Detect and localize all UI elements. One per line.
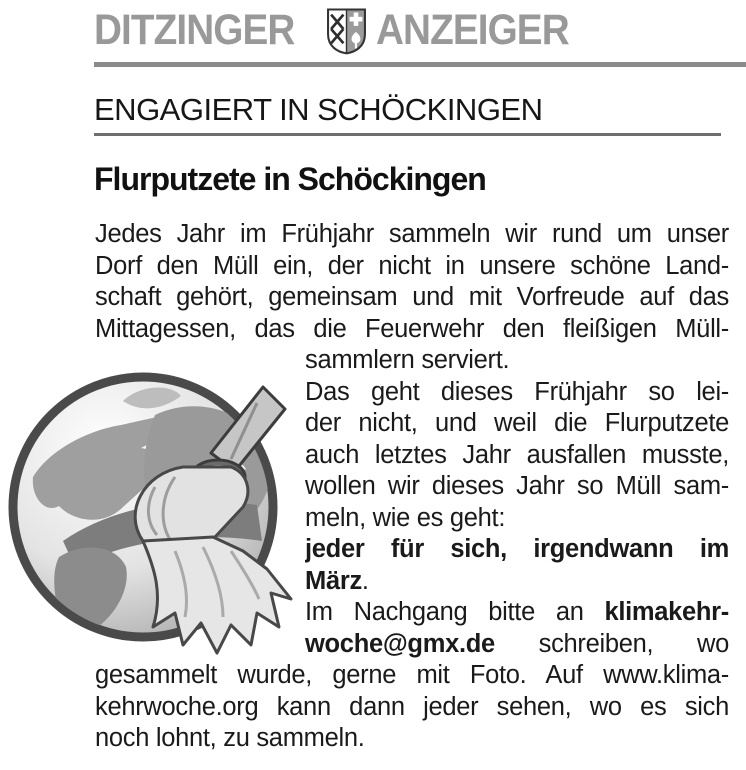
masthead-divider-rule	[94, 62, 746, 67]
section-kicker: ENGAGIERT IN SCHÖCKINGEN	[94, 92, 543, 127]
text-line: wollen wir dieses Jahr so Müll sam-	[305, 472, 729, 500]
text-line: Mittagessen, das die Feuerwehr den fleißigen Müll-	[95, 314, 729, 343]
kicker-underline-rule	[94, 133, 721, 136]
wrapped-paragraph	[305, 345, 729, 660]
text-line: auch letztes Jahr ausfallen musste,	[305, 440, 729, 469]
text-line: noch lohnt, zu sammeln.	[95, 724, 365, 752]
text-line: meln, wie es geht:	[305, 503, 506, 532]
text-line: Dorf den Müll ein, der nicht in unsere schöne Land-	[95, 251, 729, 280]
article-body	[95, 219, 729, 755]
text-line: kehrwoche.org kann dann jeder sehen, wo es sich	[95, 692, 729, 721]
text-line: jeder für sich, irgendwann im	[305, 535, 729, 563]
outro-paragraph	[95, 660, 729, 755]
text-line: woche@gmx.de schreiben, wo	[305, 629, 729, 658]
text-line: Das geht dieses Frühjahr so lei-	[305, 377, 729, 406]
masthead-word-right: ANZEIGER	[375, 6, 569, 54]
article-headline: Flurputzete in Schöckingen	[94, 161, 486, 197]
text-line: der nicht, und weil die Flurputzete	[305, 409, 729, 437]
text-line: Im Nachgang bitte an klimakehr-	[305, 598, 729, 626]
text-line: sammlern serviert.	[305, 346, 510, 374]
masthead	[94, 6, 590, 55]
masthead-word-left: DITZINGER	[94, 6, 295, 54]
text-line: Jedes Jahr im Frühjahr sammeln wir rund um unser	[95, 220, 729, 248]
text-line: gesammelt wurde, gerne mit Foto. Auf www.klima-	[95, 661, 729, 689]
text-line: März.	[305, 566, 369, 595]
ditzingen-coat-of-arms-icon	[326, 7, 367, 55]
intro-paragraph	[95, 219, 729, 345]
text-line: schaft gehört, gemeinsam und mit Vorfreude auf das	[95, 283, 729, 311]
